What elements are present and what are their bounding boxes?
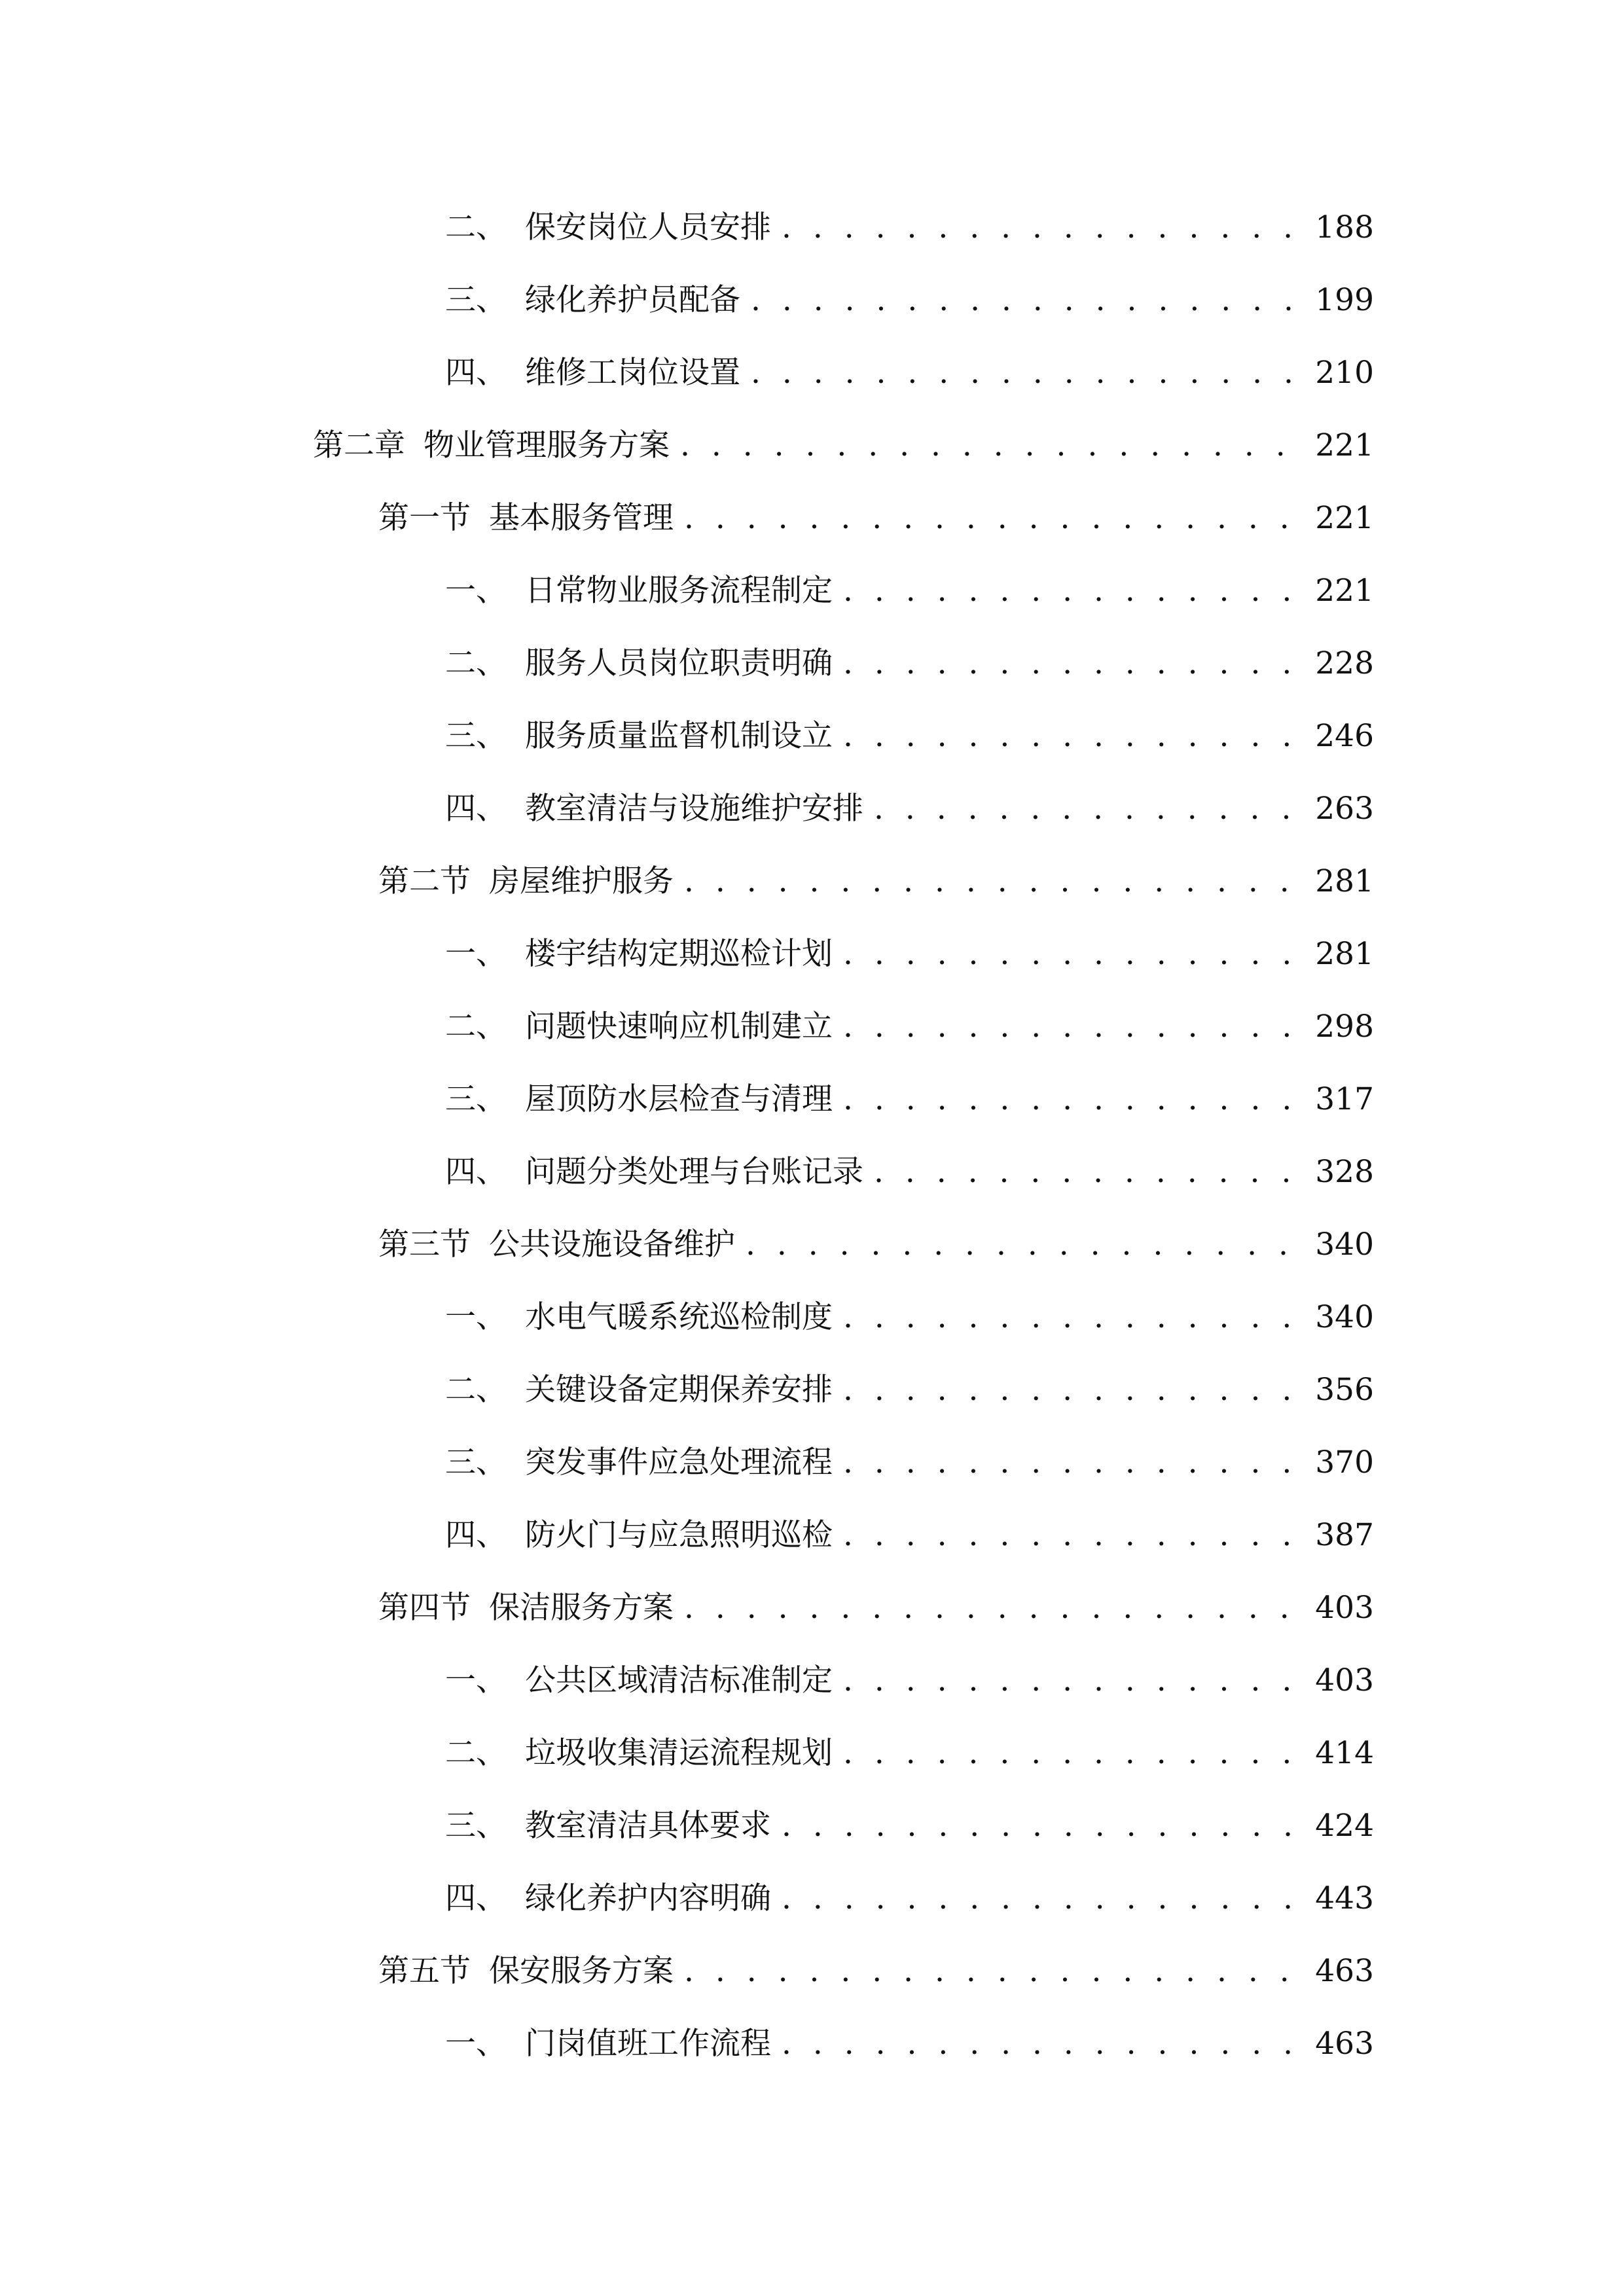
toc-entry-title: 屋顶防水层检查与清理 xyxy=(525,1081,833,1117)
toc-entry-page: 370 xyxy=(1315,1444,1374,1480)
toc-entry[interactable] xyxy=(445,2018,1374,2070)
toc-entry-page: 263 xyxy=(1315,791,1374,827)
toc-entry-section[interactable] xyxy=(378,1945,1374,1998)
dot-leader xyxy=(782,2018,1306,2070)
dot-leader xyxy=(684,492,1306,545)
toc-entry-title: 房屋维护服务 xyxy=(489,863,674,899)
dot-leader xyxy=(843,1509,1306,1562)
toc-entry-page: 317 xyxy=(1315,1081,1374,1117)
toc-entry-page: 298 xyxy=(1315,1009,1374,1045)
toc-entry-page: 414 xyxy=(1315,1735,1374,1771)
dot-leader xyxy=(782,202,1306,254)
toc-entry[interactable] xyxy=(445,637,1374,690)
toc-entry-number: 三、 xyxy=(445,282,507,318)
dot-leader xyxy=(843,710,1306,762)
dot-leader xyxy=(680,420,1306,472)
toc-entry-title: 垃圾收集清运流程规划 xyxy=(525,1735,833,1771)
toc-entry-title: 绿化养护内容明确 xyxy=(525,1880,771,1916)
toc-entry-number: 第三节 xyxy=(378,1227,471,1263)
toc-entry-title: 保洁服务方案 xyxy=(489,1590,674,1626)
toc-entry-page: 188 xyxy=(1315,209,1374,245)
toc-entry-page: 228 xyxy=(1315,645,1374,681)
toc-entry-page: 403 xyxy=(1315,1590,1374,1626)
toc-entry-page: 210 xyxy=(1315,355,1374,391)
toc-entry-title: 物业管理服务方案 xyxy=(424,427,670,463)
toc-entry-page: 221 xyxy=(1315,500,1374,536)
toc-entry-title: 突发事件应急处理流程 xyxy=(525,1444,833,1480)
toc-entry-number: 第二章 xyxy=(313,427,405,463)
dot-leader xyxy=(843,1364,1306,1416)
dot-leader xyxy=(843,1437,1306,1489)
toc-entry[interactable] xyxy=(445,1873,1374,1925)
toc-entry-page: 340 xyxy=(1315,1299,1374,1335)
toc-entry-page: 281 xyxy=(1315,863,1374,899)
toc-entry-title: 教室清洁具体要求 xyxy=(525,1808,771,1844)
toc-entry[interactable] xyxy=(445,1800,1374,1852)
toc-entry-title: 基本服务管理 xyxy=(489,500,674,536)
toc-entry-page: 199 xyxy=(1315,282,1374,318)
toc-entry-number: 三、 xyxy=(445,1444,507,1480)
toc-entry-page: 246 xyxy=(1315,718,1374,754)
dot-leader xyxy=(782,1873,1306,1925)
toc-entry-page: 356 xyxy=(1315,1372,1374,1408)
toc-entry-number: 二、 xyxy=(445,645,507,681)
toc-entry-number: 四、 xyxy=(445,1154,507,1190)
toc-entry-title: 问题快速响应机制建立 xyxy=(525,1009,833,1045)
toc-entry-number: 四、 xyxy=(445,1880,507,1916)
toc-entry-title: 水电气暖系统巡检制度 xyxy=(525,1299,833,1335)
dot-leader xyxy=(684,1945,1306,1998)
toc-entry-page: 281 xyxy=(1315,936,1374,972)
toc-entry-number: 一、 xyxy=(445,573,507,609)
toc-entry-title: 服务质量监督机制设立 xyxy=(525,718,833,754)
toc-entry[interactable] xyxy=(445,928,1374,980)
toc-entry-number: 四、 xyxy=(445,791,507,827)
dot-leader xyxy=(843,1073,1306,1126)
toc-entry-number: 三、 xyxy=(445,1081,507,1117)
toc-entry-number: 一、 xyxy=(445,2026,507,2062)
toc-entry-title: 公共设施设备维护 xyxy=(489,1227,735,1263)
toc-entry-number: 三、 xyxy=(445,1808,507,1844)
dot-leader xyxy=(684,855,1306,908)
toc-entry-page: 443 xyxy=(1315,1880,1374,1916)
toc-entry-page: 403 xyxy=(1315,1662,1374,1698)
toc-entry[interactable] xyxy=(445,1291,1374,1344)
toc-entry[interactable] xyxy=(445,1364,1374,1416)
toc-entry-page: 221 xyxy=(1315,573,1374,609)
toc-entry-title: 日常物业服务流程制定 xyxy=(525,573,833,609)
toc-entry[interactable] xyxy=(445,1146,1374,1198)
toc-entry-page: 463 xyxy=(1315,1953,1374,1989)
dot-leader xyxy=(843,928,1306,980)
toc-entry-number: 第一节 xyxy=(378,500,471,536)
dot-leader xyxy=(751,274,1306,327)
toc-entry-number: 一、 xyxy=(445,1299,507,1335)
dot-leader xyxy=(843,1655,1306,1707)
dot-leader xyxy=(874,783,1306,835)
toc-entry-section[interactable] xyxy=(378,1582,1374,1634)
toc-entry-page: 221 xyxy=(1315,427,1374,463)
dot-leader xyxy=(684,1582,1306,1634)
toc-entry-number: 二、 xyxy=(445,1735,507,1771)
toc-entry[interactable] xyxy=(445,1509,1374,1562)
toc-entry-title: 保安岗位人员安排 xyxy=(525,209,771,245)
dot-leader xyxy=(746,1219,1306,1271)
toc-entry-page: 328 xyxy=(1315,1154,1374,1190)
toc-entry-page: 340 xyxy=(1315,1227,1374,1263)
toc-entry[interactable] xyxy=(445,1437,1374,1489)
toc-entry-title: 门岗值班工作流程 xyxy=(525,2026,771,2062)
toc-entry-title: 绿化养护员配备 xyxy=(525,282,740,318)
toc-entry-title: 防火门与应急照明巡检 xyxy=(525,1517,833,1553)
toc-entry[interactable] xyxy=(445,783,1374,835)
toc-entry-page: 463 xyxy=(1315,2026,1374,2062)
toc-entry[interactable] xyxy=(445,1001,1374,1053)
dot-leader xyxy=(843,565,1306,617)
toc-entry[interactable] xyxy=(445,1655,1374,1707)
toc-entry[interactable] xyxy=(445,1727,1374,1780)
toc-entry-number: 一、 xyxy=(445,1662,507,1698)
toc-entry-section[interactable] xyxy=(378,492,1374,545)
toc-entry-number: 一、 xyxy=(445,936,507,972)
toc-entry-title: 教室清洁与设施维护安排 xyxy=(525,791,863,827)
dot-leader xyxy=(843,1291,1306,1344)
toc-entry-number: 第四节 xyxy=(378,1590,471,1626)
toc-entry-title: 关键设备定期保养安排 xyxy=(525,1372,833,1408)
toc-entry-number: 第二节 xyxy=(378,863,471,899)
toc-entry-title: 服务人员岗位职责明确 xyxy=(525,645,833,681)
toc-entry[interactable] xyxy=(445,1073,1374,1126)
toc-entry[interactable] xyxy=(445,202,1374,254)
toc-entry[interactable] xyxy=(445,274,1374,327)
dot-leader xyxy=(782,1800,1306,1852)
toc-entry-number: 三、 xyxy=(445,718,507,754)
toc-entry-number: 四、 xyxy=(445,355,507,391)
dot-leader xyxy=(751,347,1306,399)
toc-entry-title: 楼宇结构定期巡检计划 xyxy=(525,936,833,972)
toc-entry-page: 387 xyxy=(1315,1517,1374,1553)
toc-entry[interactable] xyxy=(445,565,1374,617)
toc-entry-section[interactable] xyxy=(378,1219,1374,1271)
toc-entry-number: 二、 xyxy=(445,209,507,245)
toc-entry[interactable] xyxy=(445,710,1374,762)
toc-entry-chapter[interactable] xyxy=(313,420,1374,472)
dot-leader xyxy=(843,637,1306,690)
toc-entry-title: 问题分类处理与台账记录 xyxy=(525,1154,863,1190)
toc-entry-title: 保安服务方案 xyxy=(489,1953,674,1989)
toc-entry-number: 二、 xyxy=(445,1372,507,1408)
toc-entry-page: 424 xyxy=(1315,1808,1374,1844)
dot-leader xyxy=(843,1001,1306,1053)
toc-entry[interactable] xyxy=(445,347,1374,399)
toc-entry-title: 公共区域清洁标准制定 xyxy=(525,1662,833,1698)
toc-entry-title: 维修工岗位设置 xyxy=(525,355,740,391)
toc-entry-number: 第五节 xyxy=(378,1953,471,1989)
dot-leader xyxy=(874,1146,1306,1198)
toc-entry-number: 四、 xyxy=(445,1517,507,1553)
toc-entry-number: 二、 xyxy=(445,1009,507,1045)
toc-entry-section[interactable] xyxy=(378,855,1374,908)
dot-leader xyxy=(843,1727,1306,1780)
